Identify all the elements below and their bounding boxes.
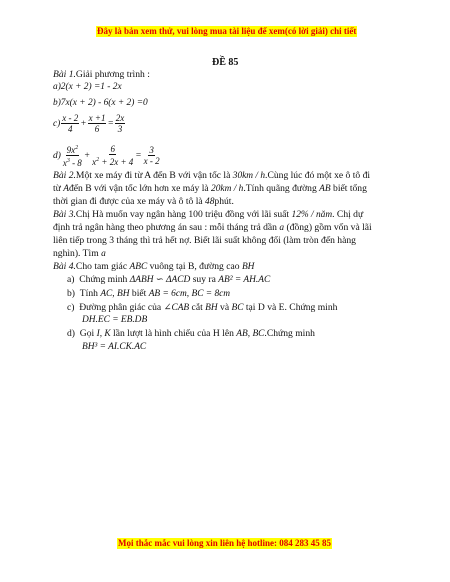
bai4-c — [67, 302, 337, 314]
bai1-b: b)7x(x + 2) - 6(x + 2) =0 — [53, 98, 148, 108]
text: thời gian đi được của xe máy và ô tô là — [53, 196, 206, 207]
math: BC — [231, 303, 244, 313]
math: A — [63, 184, 69, 194]
math: ∠CAB — [163, 303, 190, 313]
text: phút. — [214, 196, 234, 207]
text: Một xe máy đi từ A đến B với vận tốc là — [75, 170, 233, 181]
text: .Tính quãng đường — [243, 183, 320, 194]
text: vuông tại B, đường cao — [147, 261, 242, 272]
text: .Cùng lúc đó một xe ô tô đi — [265, 170, 371, 181]
math: AB = 6cm, BC = 8cm — [148, 289, 231, 299]
numerator: x +1 — [88, 113, 106, 123]
text: Tính — [79, 288, 101, 299]
denominator — [62, 156, 83, 168]
denominator: 3 — [117, 124, 123, 134]
item-label: b) — [67, 288, 75, 299]
math: a — [101, 249, 106, 259]
bai2-line2 — [53, 183, 367, 195]
bai4-b — [67, 288, 230, 300]
math: ABC — [129, 262, 148, 272]
bai3-label: Bài 3. — [53, 209, 76, 220]
item-label: c) — [67, 302, 75, 313]
exponent: 2 — [75, 145, 79, 151]
fraction — [61, 113, 79, 134]
bai1-a: a)2(x + 2) =1 - 2x — [53, 82, 122, 92]
denominator: 4 — [68, 124, 73, 134]
math: BH — [205, 303, 218, 313]
bai4-d — [67, 328, 315, 340]
denominator: 6 — [94, 124, 100, 134]
text: suy ra — [190, 274, 219, 285]
text: .Chứng minh — [264, 328, 315, 339]
text: (đồng) gồm vốn và lãi — [286, 222, 372, 233]
term: 9x — [66, 145, 76, 155]
term: x — [62, 158, 67, 168]
text: định trả ngân hàng theo phương án sau : mỗi tháng trả dần — [53, 222, 280, 233]
math: AB — [319, 184, 331, 194]
bai3-line4 — [53, 248, 106, 260]
text: Gọi — [79, 328, 97, 339]
operator: + — [83, 150, 91, 161]
bai4-a — [67, 274, 270, 286]
math: I, K — [96, 329, 111, 339]
bai1-c — [53, 113, 126, 134]
text: nghìn). Tìm — [53, 248, 102, 259]
denominator: x - 2 — [143, 156, 160, 166]
denominator — [91, 155, 134, 167]
exponent: 3 — [66, 158, 70, 164]
numerator: 6 — [110, 144, 115, 154]
fraction — [115, 113, 126, 134]
text: và — [217, 302, 232, 313]
numerator: x - 2 — [62, 113, 79, 123]
text: đến B với vận tốc lớn hơn xe máy là — [69, 183, 212, 194]
math: 12% / năm — [291, 210, 333, 220]
math: 20km / h — [211, 184, 244, 194]
bai3-line2 — [53, 222, 372, 234]
fraction — [143, 145, 161, 166]
bai4-d-line2: BH³ = AI.CK.AC — [82, 342, 147, 352]
text: Cho tam giác — [75, 261, 130, 272]
term: + 2x + 4 — [99, 157, 134, 167]
numerator: 3 — [149, 145, 154, 155]
bai4-intro — [53, 261, 254, 273]
fraction — [62, 143, 83, 168]
bai1-heading-text: Giải phương trình : — [75, 69, 150, 80]
term: x — [92, 157, 97, 167]
text: từ — [53, 183, 64, 194]
math: AC, BH — [100, 289, 130, 299]
item-label: a) — [67, 274, 75, 285]
bai2-label: Bài 2. — [53, 170, 76, 181]
bai4-c-line2: DH.EC = EB.DB — [82, 315, 148, 325]
bai1-label: Bài 1. — [53, 69, 76, 80]
numerator: 2x — [115, 113, 125, 123]
text: biết tổng — [333, 183, 367, 194]
math: a — [279, 223, 285, 233]
bai4-label: Bài 4. — [53, 261, 76, 272]
term: - 8 — [69, 158, 82, 168]
operator: + — [80, 118, 87, 129]
text: lần lượt là hình chiếu của H lên — [110, 328, 237, 339]
bai2-line1 — [53, 170, 370, 182]
numerator — [66, 143, 80, 156]
math: AB² = AH.AC — [218, 275, 271, 285]
math: BH — [241, 262, 255, 272]
fraction — [91, 144, 134, 167]
header-notice: Đây là bản xem thử, vui lòng mua tài liệu để xem(có lời giải) chi tiết — [97, 26, 357, 36]
exponent: 2 — [96, 157, 100, 163]
operator: = — [107, 118, 114, 129]
math: 30km / h — [232, 171, 266, 181]
math: ΔABH ∽ ΔACD — [129, 275, 191, 285]
bai1-heading — [53, 69, 150, 81]
page-title: ĐỀ 85 — [212, 57, 239, 68]
text: Đường phân giác của — [79, 302, 164, 313]
text: . Chị dự — [332, 209, 364, 220]
bai1-c-label: c) — [53, 118, 61, 129]
item-label: d) — [67, 328, 75, 339]
bai1-d — [53, 143, 162, 168]
text: Chị Hà muốn vay ngân hàng 100 triệu đồng với lãi suất — [75, 209, 292, 220]
text: Chứng minh — [79, 274, 130, 285]
bai2-line3 — [53, 196, 234, 208]
bai1-d-label: d) — [53, 150, 61, 161]
fraction — [88, 113, 107, 134]
math: 48 — [205, 197, 215, 207]
text: tại D và E. Chứng minh — [243, 302, 338, 313]
math: AB, BC — [236, 329, 265, 339]
operator: = — [135, 150, 142, 161]
text: biết — [129, 288, 149, 299]
footer-notice: Mọi thắc mắc vui lòng xin liên hệ hotline: 084 283 45 85 — [118, 538, 332, 548]
text: cắt — [189, 302, 206, 313]
bai3-line1 — [53, 209, 363, 221]
bai3-line3: liên tiếp trong 3 tháng thì trả hết nợ. Biết lãi suất không đổi (làm tròn đến hàng — [53, 235, 356, 246]
